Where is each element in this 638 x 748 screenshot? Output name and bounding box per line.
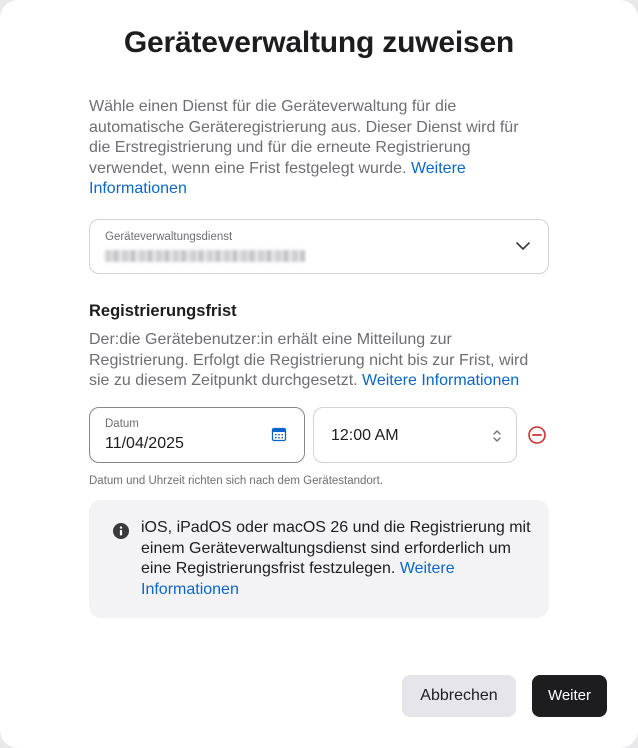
deadline-more-info-link[interactable]: Weitere Informationen <box>362 372 520 389</box>
select-value-redacted <box>105 250 305 262</box>
info-text: iOS, iPadOS oder macOS 26 und die Registrierung mit einem Geräteverwaltungsdienst sind erforderlich um eine Registrierungsfrist festzulegen. <box>141 519 531 577</box>
deadline-heading: Registrierungsfrist <box>89 302 237 320</box>
chevron-down-icon[interactable] <box>514 237 532 255</box>
date-label: Datum <box>105 418 139 430</box>
intro-more-info-link[interactable]: Weitere Informationen <box>89 159 466 197</box>
info-icon <box>113 523 129 539</box>
next-button[interactable]: Weiter <box>532 675 607 717</box>
time-value: 12:00 AM <box>331 427 399 444</box>
deadline-description <box>89 330 549 392</box>
cancel-button[interactable]: Abbrechen <box>402 675 516 717</box>
intro-paragraph <box>89 97 529 200</box>
date-value[interactable]: 11/04/2025 <box>105 435 184 452</box>
select-label: Geräteverwaltungsdienst <box>105 231 233 243</box>
intro-text: Wähle einen Dienst für die Geräteverwaltung für die automatische Geräteregistrierung aus. Dieser Dienst wird für die Erstregistrierung und für die erneute Registrierung verwendet, wenn eine Frist festgelegt wurde. <box>89 98 519 177</box>
timezone-hint: Datum und Uhrzeit richten sich nach dem Gerätestandort. <box>89 475 384 487</box>
time-select[interactable] <box>313 407 517 463</box>
deadline-description-text: Der:die Gerätebenutzer:in erhält eine Mitteilung zur Registrierung. Erfolgt die Registrierung nicht bis zur Frist, wird sie zu diesem Zeitpunkt durchgesetzt. <box>89 331 529 389</box>
info-more-info-link[interactable]: Weitere Informationen <box>141 560 455 598</box>
dialog-title: Geräteverwaltung zuweisen <box>123 26 515 59</box>
device-management-service-select[interactable] <box>89 219 549 274</box>
up-down-chevron-icon <box>492 429 502 443</box>
requirements-info-box <box>89 500 549 618</box>
info-text-paragraph <box>141 518 536 600</box>
date-field[interactable] <box>89 407 305 463</box>
remove-deadline-icon[interactable] <box>527 425 547 445</box>
calendar-icon[interactable] <box>271 426 287 442</box>
